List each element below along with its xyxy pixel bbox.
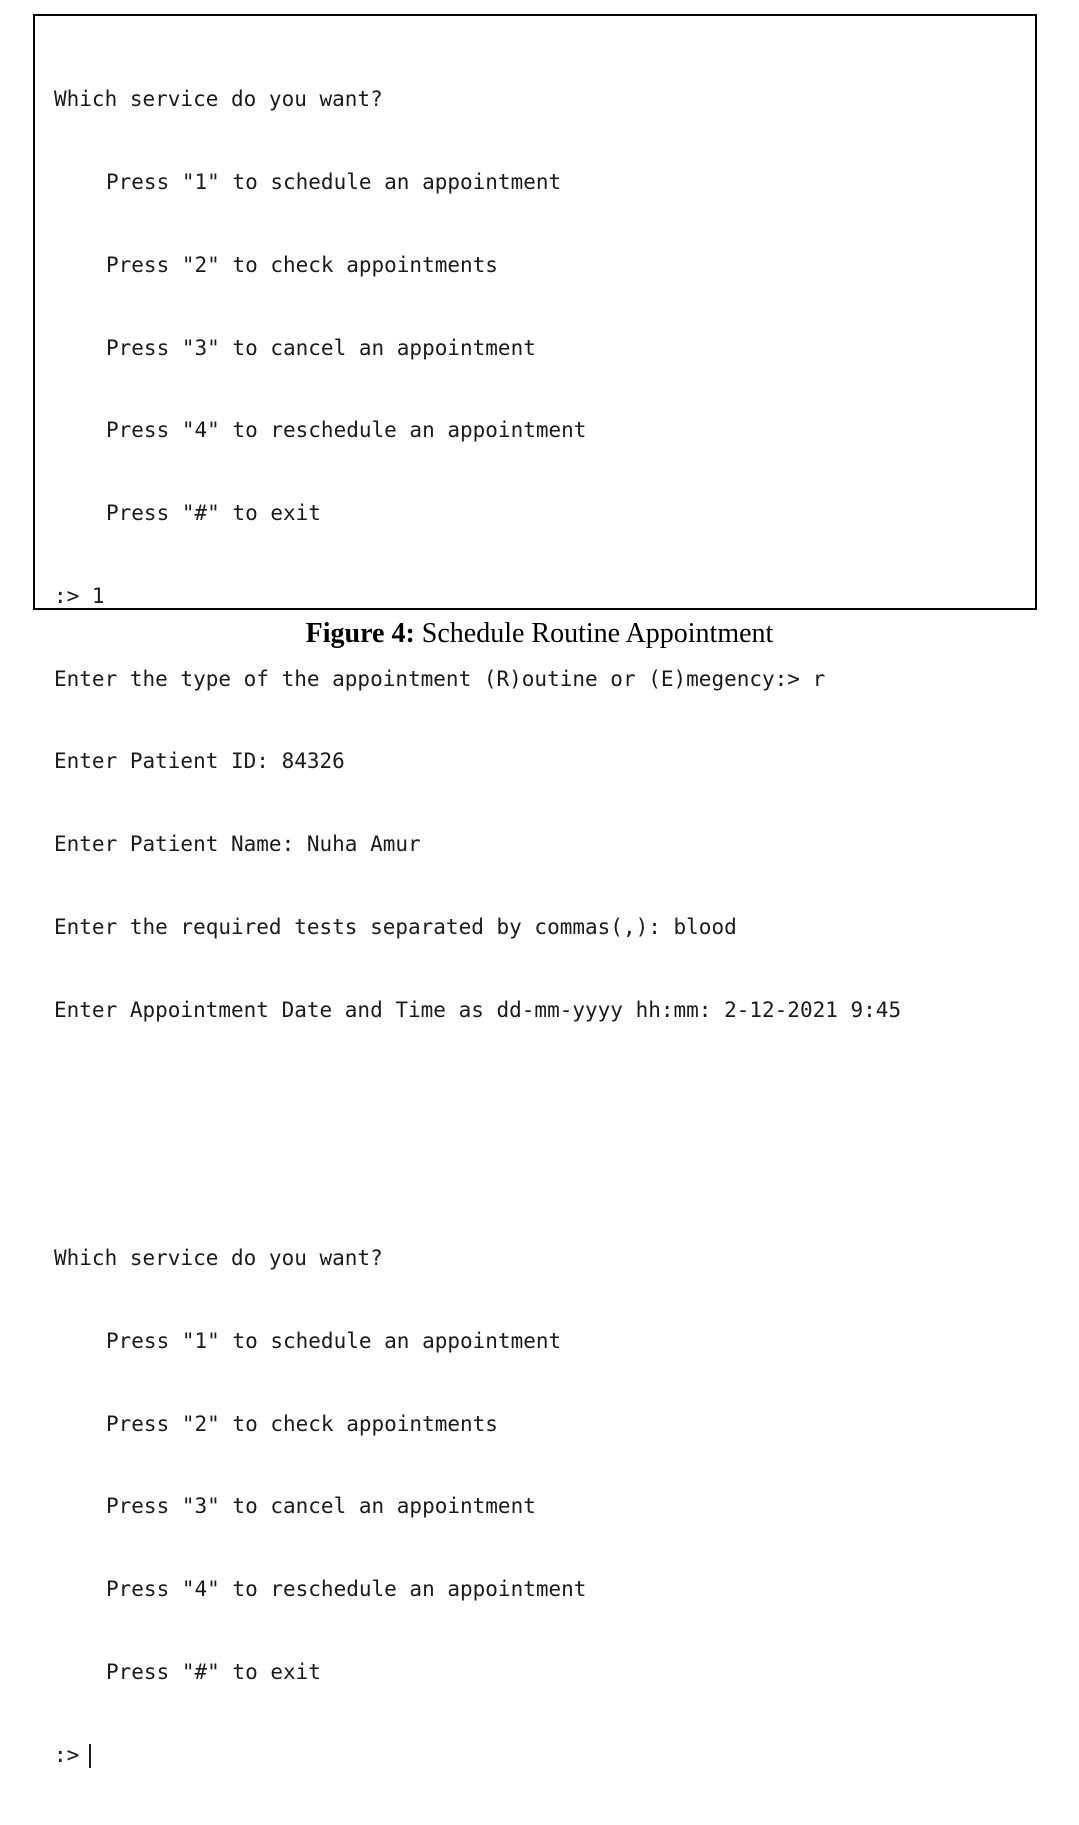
menu-option: Press "2" to check appointments (106, 252, 498, 277)
prompt-symbol: :> (54, 1742, 80, 1767)
command-prompt[interactable] (54, 1742, 1025, 1770)
blank-line (54, 1080, 1025, 1108)
menu-option: Press "4" to reschedule an appointment (106, 418, 587, 443)
blank-line (54, 1162, 1025, 1190)
figure-title: Schedule Routine Appointment (414, 618, 774, 649)
menu-option: Press "3" to cancel an appointment (106, 335, 536, 360)
user-input-line: :> 1 (54, 583, 105, 608)
figure-label: Figure 4: (305, 618, 415, 649)
menu-option: Press "#" to exit (106, 501, 321, 526)
menu-option: Press "1" to schedule an appointment (106, 169, 562, 194)
entry-line: Enter the type of the appointment (R)outine or (E)megency:> r (54, 666, 826, 691)
entry-line: Enter Appointment Date and Time as dd-mm-yyyy hh:mm: 2-12-2021 9:45 (54, 997, 902, 1022)
text-cursor (89, 1744, 91, 1768)
menu-option: Press "#" to exit (106, 1660, 321, 1685)
menu-option: Press "4" to reschedule an appointment (106, 1577, 587, 1602)
entry-line: Enter the required tests separated by commas(,): blood (54, 915, 737, 939)
entry-line: Enter Patient ID: 84326 (54, 749, 345, 774)
entry-line: Enter Patient Name: Nuha Amur (54, 832, 421, 857)
service-question: Which service do you want? (54, 87, 383, 112)
menu-option: Press "2" to check appointments (106, 1411, 498, 1436)
figure-caption (0, 618, 1079, 650)
menu-option: Press "3" to cancel an appointment (106, 1494, 536, 1519)
menu-option: Press "1" to schedule an appointment (106, 1328, 562, 1353)
terminal-output (54, 31, 1025, 1825)
service-question: Which service do you want? (54, 1246, 383, 1271)
